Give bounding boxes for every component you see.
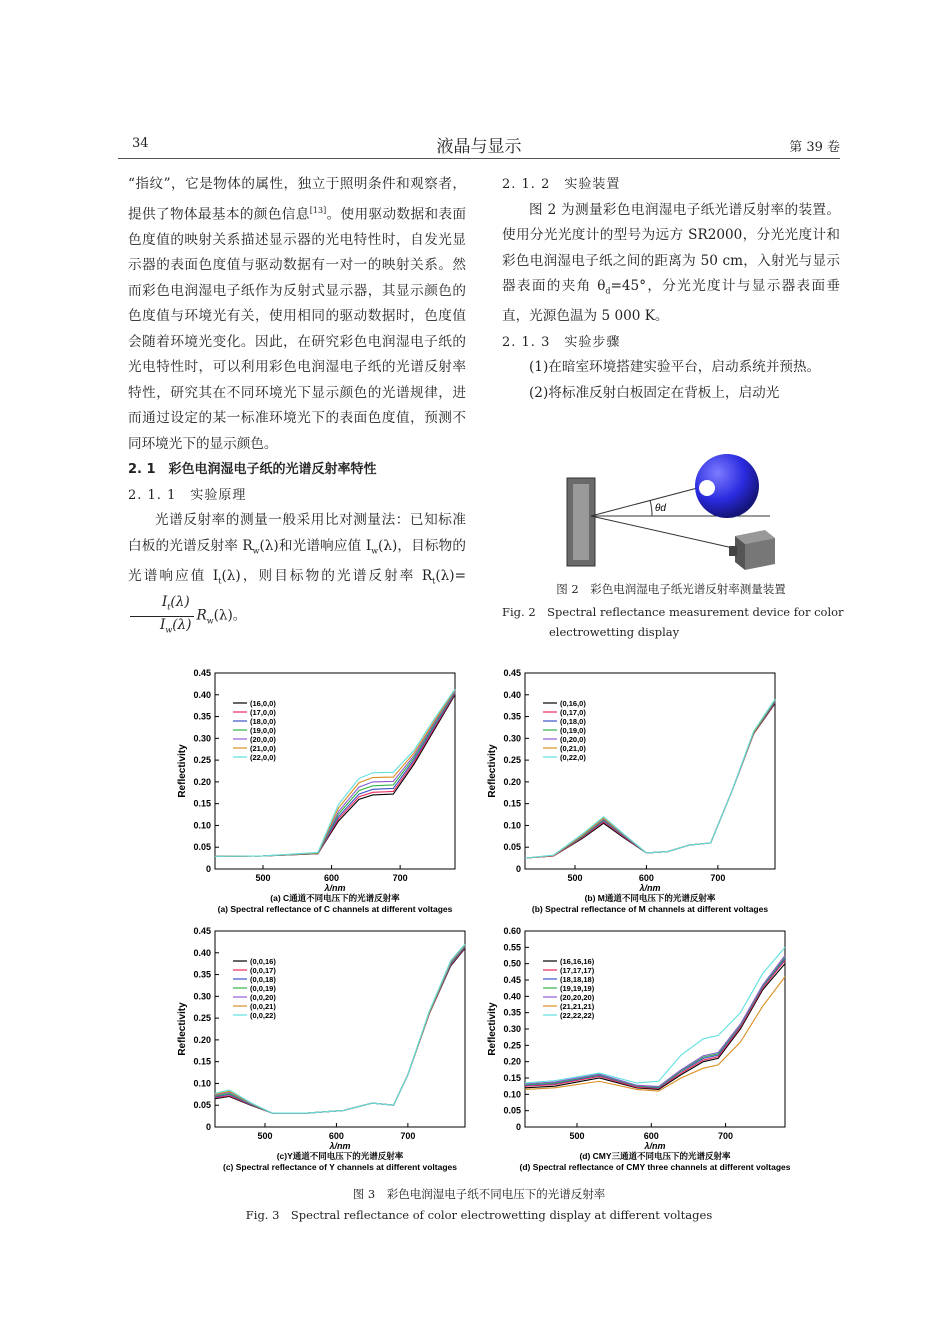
x-tick-label: 600 <box>324 873 340 883</box>
y-tick-label: 0.35 <box>193 711 211 722</box>
y-tick-label: 0.25 <box>503 755 521 766</box>
legend-label: (21,0,0) <box>250 744 276 753</box>
chart-a-c-channel <box>173 667 463 925</box>
y-tick-label: 0.25 <box>503 1040 521 1051</box>
y-tick-label: 0.20 <box>193 1034 211 1045</box>
y-tick-label: 0.45 <box>193 926 211 936</box>
fig2-caption-en: Fig. 2 Spectral reflectance measurement device for color electrowetting display <box>502 605 844 639</box>
y-tick-label: 0 <box>205 1122 211 1132</box>
chart-d-cmy-channel <box>483 925 793 1185</box>
legend-label: (0,21,0) <box>560 744 586 753</box>
legend-label: (22,22,22) <box>560 1011 595 1020</box>
x-tick-label: 500 <box>569 1131 585 1141</box>
chart-caption-cn: (d) CMY三通道不同电压下的光谱反射率 <box>579 1151 731 1161</box>
fig2-device-illustration <box>555 448 795 573</box>
y-tick-label: 0.60 <box>503 926 521 936</box>
display-screen <box>573 484 589 560</box>
section-heading-2-1-3: 2. 1. 3 实验步骤 <box>502 334 621 350</box>
legend-label: (0,19,0) <box>560 726 586 735</box>
legend-label: (0,0,16) <box>250 957 276 966</box>
right-column <box>502 172 840 406</box>
chart-c-y-channel <box>173 925 473 1185</box>
sphere-port <box>699 480 715 496</box>
y-tick-label: 0.10 <box>503 1089 521 1100</box>
y-tick-label: 0.20 <box>503 1056 521 1067</box>
legend-label: (0,0,21) <box>250 1002 276 1011</box>
chart-caption-cn: (a) C通道不同电压下的光谱反射率 <box>270 893 400 903</box>
y-tick-label: 0.05 <box>503 1105 521 1116</box>
legend-label: (19,0,0) <box>250 726 276 735</box>
legend-label: (0,0,18) <box>250 975 276 984</box>
y-tick-label: 0.25 <box>193 755 211 766</box>
x-tick-label: 700 <box>400 1131 416 1141</box>
legend-label: (0,16,0) <box>560 699 586 708</box>
legend-label: (0,18,0) <box>560 717 586 726</box>
y-tick-label: 0.30 <box>503 1024 521 1034</box>
y-tick-label: 0.15 <box>193 1056 211 1067</box>
chart-caption-en: (b) Spectral reflectance of M channels at different voltages <box>531 904 769 914</box>
legend-label: (19,19,19) <box>560 984 595 993</box>
y-tick-label: 0.30 <box>503 733 521 744</box>
legend-label: (18,18,18) <box>560 975 595 984</box>
y-tick-label: 0.05 <box>503 842 521 853</box>
x-axis-label: λ/nm <box>329 1141 351 1151</box>
paragraph-2: 光谱反射率的测量一般采用比对测量法：已知标准白板的光谱反射率 $R_w(\lambda)$和光谱响应值 $I_w(\lambda)$，目标物的光谱响应值 $I_t(\lambda)$，则目标物的光谱反射率 $R_t(\lambda)=$ $\frac{I_t(\lambda)}{I_w(\lambda)}$ $R_w(\lambda)$。 <box>128 508 466 638</box>
y-tick-label: 0.30 <box>193 733 211 744</box>
y-tick-label: 0.50 <box>503 958 521 969</box>
y-axis-label: Reflectivity <box>487 744 498 798</box>
reflectance-formula: $\frac{I_t(\lambda)}{I_w(\lambda)}$ <box>130 594 194 638</box>
chart-caption-en: (a) Spectral reflectance of C channels at different voltages <box>217 904 453 914</box>
section-heading-2-1-1: 2. 1. 1 实验原理 <box>128 487 247 503</box>
fig3-caption-en: Fig. 3 Spectral reflectance of color electrowetting display at different voltages <box>245 1208 713 1222</box>
y-tick-label: 0 <box>515 864 521 874</box>
y-tick-label: 0.20 <box>503 776 521 787</box>
x-tick-label: 600 <box>638 873 654 883</box>
y-axis-label: Reflectivity <box>177 1002 188 1056</box>
page-number: 34 <box>132 136 149 151</box>
left-column <box>128 172 466 638</box>
paragraph-3: 图 2 为测量彩色电润湿电子纸光谱反射率的装置。使用分光光度计的型号为远方 SR2000，分光光度计和彩色电润湿电子纸之间的距离为 50 cm，入射光与显示器表面的夹角 $\theta_d=45^\circ$，分光光度计与显示器表面垂直，光源色温为 5 000 K。 <box>502 201 840 325</box>
y-tick-label: 0.40 <box>193 689 211 700</box>
y-tick-label: 0.45 <box>193 668 211 678</box>
fig2-caption-cn: 图 2 彩色电润湿电子纸光谱反射率测量装置 <box>556 582 786 596</box>
paragraph-1: “指纹”，它是物体的属性，独立于照明条件和观察者，提供了物体最基本的颜色信息[13]。使用驱动数据和表面色度值的映射关系描述显示器的光电特性时，自发光显示器的表面色度值与驱动数据有一对一的映射关系。然而彩色电润湿电子纸作为反射式显示器，其显示颜色的色度值与环境光有关，使用相同的驱动数据时，色度值会随着环境光变化。因此，在研究彩色电润湿电子纸的光电特性时，可以利用彩色电润湿电子纸的光谱反射率特性，研究其在不同环境光下显示颜色的光谱规律，进而通过设定的某一标准环境光下的表面色度值，预测不同环境光下的显示颜色。 <box>128 176 467 452</box>
running-header <box>118 130 840 159</box>
y-tick-label: 0.05 <box>193 842 211 853</box>
fig3-caption-cn: 图 3 彩色电润湿电子纸不同电压下的光谱反射率 <box>352 1187 606 1201</box>
y-tick-label: 0.45 <box>503 668 521 678</box>
legend-label: (0,0,20) <box>250 993 276 1002</box>
x-tick-label: 700 <box>710 873 726 883</box>
x-tick-label: 500 <box>257 1131 273 1141</box>
measurement-ray <box>591 516 733 548</box>
y-tick-label: 0.40 <box>193 947 211 958</box>
legend-label: (18,0,0) <box>250 717 276 726</box>
legend-label: (16,0,0) <box>250 699 276 708</box>
y-axis-label: Reflectivity <box>177 744 188 798</box>
step-2: (2)将标准反射白板固定在背板上，启动光 <box>529 384 780 401</box>
x-tick-label: 500 <box>567 873 583 883</box>
x-tick-label: 700 <box>718 1131 734 1141</box>
y-tick-label: 0.40 <box>503 991 521 1002</box>
step-1: (1)在暗室环境搭建实验平台，启动系统并预热。 <box>529 359 821 376</box>
x-tick-label: 600 <box>328 1131 344 1141</box>
y-tick-label: 0.35 <box>503 1007 521 1018</box>
y-tick-label: 0.40 <box>503 689 521 700</box>
chart-caption-cn: (b) M通道不同电压下的光谱反射率 <box>584 893 716 903</box>
volume-label: 第 39 卷 <box>789 140 840 155</box>
y-axis-label: Reflectivity <box>487 1002 498 1056</box>
x-tick-label: 600 <box>643 1131 659 1141</box>
y-tick-label: 0.30 <box>193 991 211 1002</box>
y-tick-label: 0.35 <box>503 711 521 722</box>
legend-label: (0,22,0) <box>560 753 586 762</box>
y-tick-label: 0.15 <box>503 798 521 809</box>
legend-label: (16,16,16) <box>560 957 595 966</box>
y-tick-label: 0.15 <box>193 798 211 809</box>
y-tick-label: 0 <box>205 864 211 874</box>
y-tick-label: 0.45 <box>503 975 521 985</box>
legend-label: (0,0,17) <box>250 966 276 975</box>
y-tick-label: 0.25 <box>193 1013 211 1024</box>
legend-label: (17,17,17) <box>560 966 595 975</box>
y-tick-label: 0.10 <box>193 820 211 831</box>
x-tick-label: 500 <box>255 873 271 883</box>
x-tick-label: 700 <box>392 873 408 883</box>
chart-caption-cn: (c)Y通道不同电压下的光谱反射率 <box>276 1151 404 1161</box>
y-tick-label: 0.20 <box>193 776 211 787</box>
y-tick-label: 0.15 <box>503 1073 521 1083</box>
y-tick-label: 0 <box>515 1122 521 1132</box>
spectrometer-icon <box>729 530 775 570</box>
incident-ray <box>591 486 705 516</box>
section-heading-2-1-2: 2. 1. 2 实验装置 <box>502 177 621 192</box>
y-tick-label: 0.55 <box>503 942 521 953</box>
section-heading-2-1: 2. 1 彩色电润湿电子纸的光谱反射率特性 <box>128 462 377 478</box>
x-axis-label: λ/nm <box>639 883 661 893</box>
angle-arc <box>650 500 652 516</box>
chart-caption-en: (d) Spectral reflectance of CMY three channels at different voltages <box>519 1162 791 1172</box>
legend-label: (0,0,19) <box>250 984 276 993</box>
legend-label: (22,0,0) <box>250 753 276 762</box>
y-tick-label: 0.05 <box>193 1100 211 1111</box>
x-axis-label: λ/nm <box>644 1141 666 1151</box>
y-tick-label: 0.10 <box>503 820 521 831</box>
legend-label: (20,20,20) <box>560 993 595 1002</box>
legend-label: (17,0,0) <box>250 708 276 717</box>
legend-label: (0,20,0) <box>560 735 586 744</box>
journal-title: 液晶与显示 <box>436 137 522 157</box>
legend-label: (0,17,0) <box>560 708 586 717</box>
angle-label: θd <box>655 503 666 514</box>
y-tick-label: 0.35 <box>193 969 211 980</box>
chart-b-m-channel <box>483 667 783 925</box>
chart-caption-en: (c) Spectral reflectance of Y channels at different voltages <box>223 1162 457 1172</box>
y-tick-label: 0.10 <box>193 1078 211 1089</box>
legend-label: (0,0,22) <box>250 1011 276 1020</box>
legend-label: (20,0,0) <box>250 735 276 744</box>
legend-label: (21,21,21) <box>560 1002 595 1011</box>
x-axis-label: λ/nm <box>324 883 346 893</box>
